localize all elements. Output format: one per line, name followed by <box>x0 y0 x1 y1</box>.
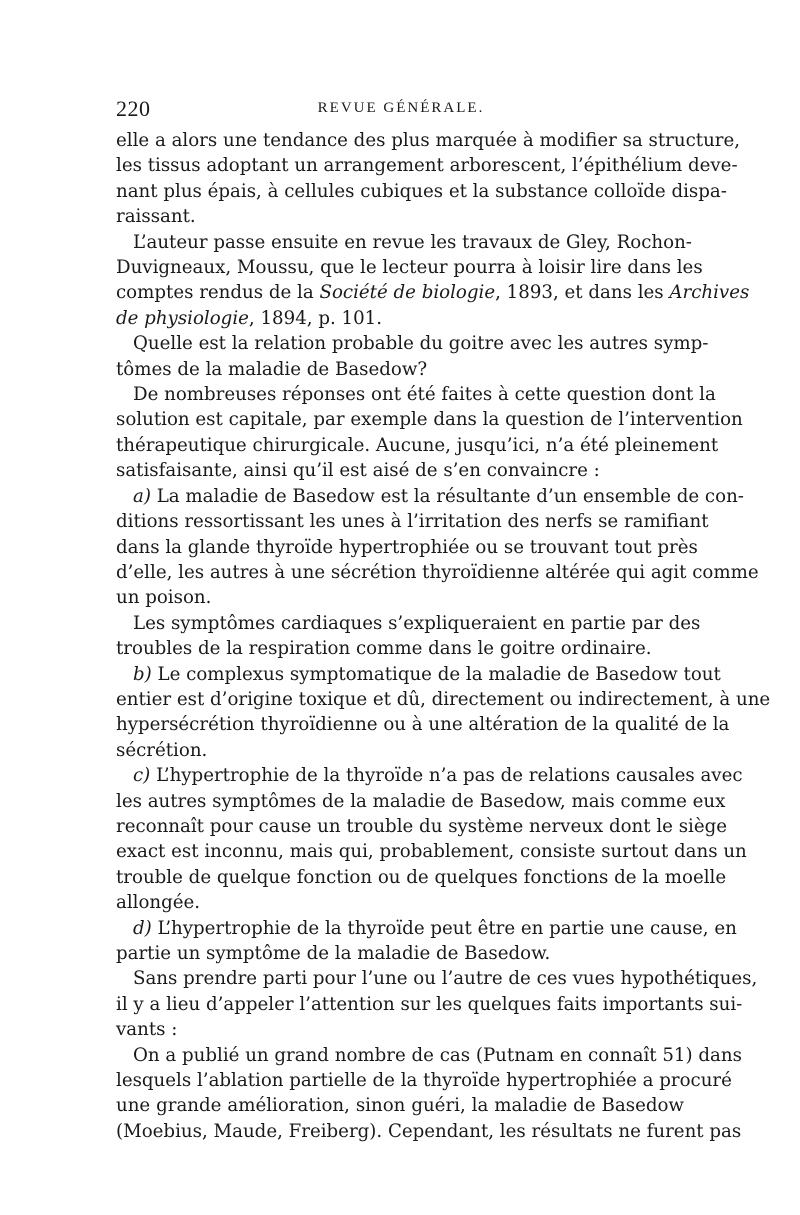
text-line: exact est inconnu, mais qui, probablement, consiste surtout dans un <box>116 841 747 863</box>
text-line: comptes rendus de la Société de biologie, 1893, et dans les Archives <box>116 282 750 304</box>
text-line: une grande amélioration, sinon guéri, la maladie de Basedow <box>116 1095 684 1117</box>
text-line: b) Le complexus symptomatique de la maladie de Basedow tout <box>133 663 721 685</box>
text-line: nant plus épais, à cellules cubiques et la substance colloïde dispa- <box>116 180 727 202</box>
text-line: raissant. <box>116 206 196 228</box>
text-line: troubles de la respiration comme dans le goitre ordinaire. <box>116 638 652 660</box>
text-line: il y a lieu d’appeler l’attention sur les quelques faits importants sui- <box>116 993 743 1015</box>
text-line: hypersécrétion thyroïdienne ou à une altération de la qualité de la <box>116 714 730 736</box>
text-line: solution est capitale, par exemple dans la question de l’intervention <box>116 409 743 431</box>
text-line: elle a alors une tendance des plus marquée à modifier sa structure, <box>116 130 741 151</box>
text-line: sécrétion. <box>116 739 208 761</box>
text-line: vants : <box>116 1019 178 1041</box>
running-head: REVUE GÉNÉRALE. <box>317 100 485 116</box>
text-line: de physiologie, 1894, p. 101. <box>116 307 383 329</box>
text-line: (Moebius, Maude, Freiberg). Cependant, les résultats ne furent pas <box>116 1120 742 1142</box>
text-line: les autres symptômes de la maladie de Basedow, mais comme eux <box>116 790 726 812</box>
text-line: partie un symptôme de la maladie de Basedow. <box>116 943 551 964</box>
text-line: ditions ressortissant les unes à l’irritation des nerfs se ramifiant <box>116 511 709 533</box>
text-line: Quelle est la relation probable du goitre avec les autres symp- <box>133 333 709 355</box>
text-line: satisfaisante, ainsi qu’il est aisé de s’en convaincre : <box>116 460 600 482</box>
text-line: un poison. <box>116 587 212 609</box>
text-line: c) L’hypertrophie de la thyroïde n’a pas de relations causales avec <box>133 765 743 787</box>
text-line: lesquels l’ablation partielle de la thyroïde hypertrophiée a procuré <box>116 1070 732 1092</box>
text-line: Sans prendre parti pour l’une ou l’autre de ces vues hypothétiques, <box>133 968 758 990</box>
text-line: Les symptômes cardiaques s’expliqueraient en partie par des <box>133 612 701 634</box>
text-line: allongée. <box>116 892 201 914</box>
text-line: dans la glande thyroïde hypertrophiée ou se trouvant tout près <box>116 536 698 558</box>
body-text <box>116 128 771 1144</box>
text-line: entier est d’origine toxique et dû, directement ou indirectement, à une <box>116 688 771 710</box>
text-line: trouble de quelque fonction ou de quelques fonctions de la moelle <box>116 866 727 888</box>
text-line: les tissus adoptant un arrangement arborescent, l’épithélium deve- <box>116 155 738 177</box>
text-line: d) L’hypertrophie de la thyroïde peut être en partie une cause, en <box>133 917 737 939</box>
page-number: 220 <box>116 96 151 121</box>
text-line: De nombreuses réponses ont été faites à cette question dont la <box>133 384 716 406</box>
text-line: tômes de la maladie de Basedow? <box>116 358 428 380</box>
text-line: L’auteur passe ensuite en revue les travaux de Gley, Rochon- <box>133 231 692 253</box>
text-line: d’elle, les autres à une sécrétion thyroïdienne altérée qui agit comme <box>116 561 759 583</box>
text-line: a) La maladie de Basedow est la résultante d’un ensemble de con- <box>133 485 744 507</box>
text-line: thérapeutique chirurgicale. Aucune, jusqu’ici, n’a été pleinement <box>116 434 719 456</box>
text-line: Duvigneaux, Moussu, que le lecteur pourra à loisir lire dans les <box>116 257 703 279</box>
text-line: On a publié un grand nombre de cas (Putnam en connaît 51) dans <box>133 1044 742 1066</box>
text-line: reconnaît pour cause un trouble du système nerveux dont le siège <box>116 815 728 837</box>
page-header <box>116 96 686 126</box>
